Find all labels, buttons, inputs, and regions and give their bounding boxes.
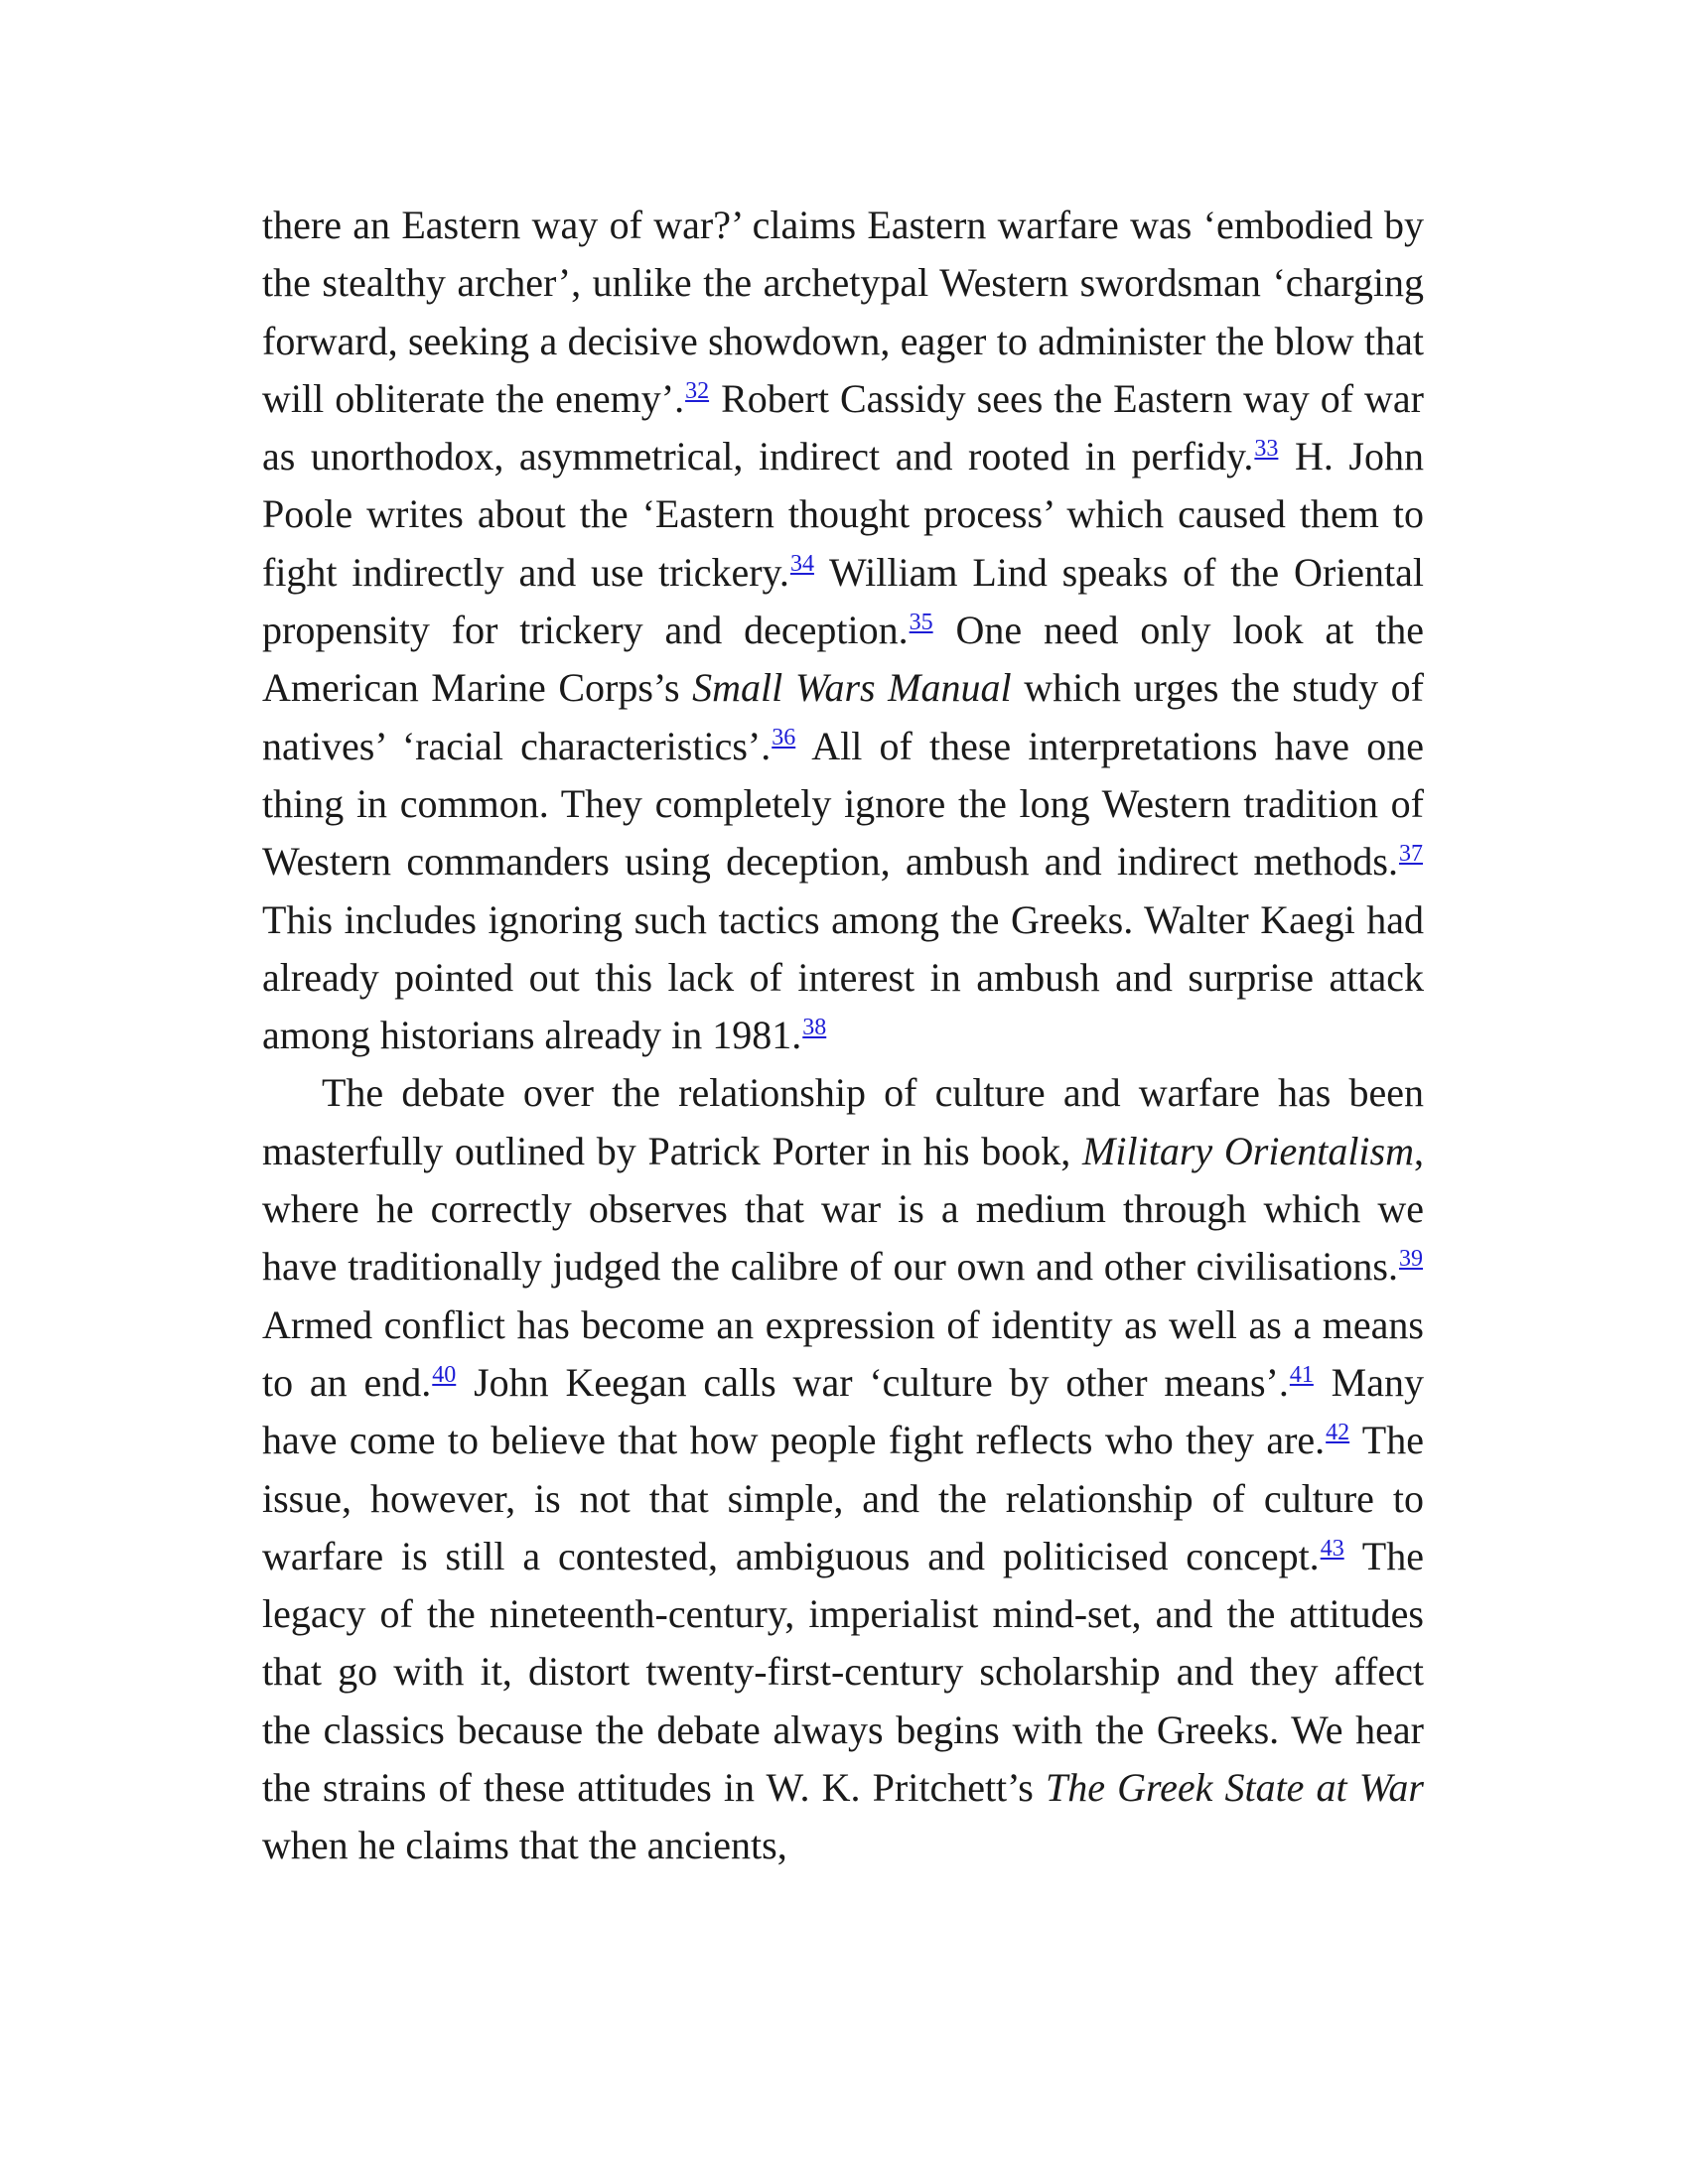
book-title-small-wars-manual: Small Wars Manual: [692, 665, 1012, 711]
footnote-link-40[interactable]: 40: [432, 1361, 457, 1388]
text-run: John Keegan calls war ‘culture by other means’.: [457, 1359, 1289, 1405]
footnote-link-34[interactable]: 34: [789, 551, 814, 578]
footnote-link-38[interactable]: 38: [802, 1014, 827, 1040]
text-run: when he claims that the ancients,: [262, 1823, 787, 1868]
footnote-link-35[interactable]: 35: [909, 609, 933, 635]
footnote-link-37[interactable]: 37: [1399, 840, 1423, 867]
footnote-link-41[interactable]: 41: [1289, 1361, 1314, 1388]
text-run: The legacy of the nineteenth-century, imperialist mind-set, and the attitudes that go with it, distort twenty-first-century scholarship and they affect the classics because the debate always begins with the Greeks. We hear the strains of these attitudes in W. K. Pritchett’s: [262, 1533, 1424, 1811]
text-run: Many have come to believe that how people fight reflects who they are.: [262, 1359, 1424, 1463]
footnote-link-33[interactable]: 33: [1254, 435, 1279, 462]
text-run: which urges the study of natives’ ‘racial characteristics’.: [262, 665, 1424, 768]
text-run: The debate over the relationship of culture and warfare has been masterfully outlined by Patrick Porter in his book,: [262, 1070, 1424, 1173]
text-run: One need only look at the American Marine Corps’s: [262, 608, 1425, 711]
page-body: [262, 197, 1424, 1875]
text-run: , where he correctly observes that war is a medium through which we have traditionally judged the calibre of our own and other civilisations.: [262, 1128, 1424, 1290]
text-run: there an Eastern way of war?’ claims Eastern warfare was ‘embodied by the stealthy archer’, unlike the archetypal Western swordsman ‘charging forward, seeking a decisive showdown, eager to administer the blow that will obliterate the enemy’.: [262, 203, 1424, 421]
text-run: H. John Poole writes about the ‘Eastern thought process’ which caused them to fight indirectly and use trickery.: [262, 434, 1424, 595]
footnote-link-43[interactable]: 43: [1320, 1535, 1344, 1562]
text-run: The issue, however, is not that simple, and the relationship of culture to warfare is still a contested, ambiguous and politicised concept.: [262, 1418, 1424, 1578]
footnote-link-42[interactable]: 42: [1326, 1419, 1350, 1445]
paragraph-2: [262, 1064, 1424, 1874]
text-run: William Lind speaks of the Oriental propensity for trickery and deception.: [262, 549, 1424, 653]
paragraph-1: [262, 197, 1424, 1064]
text-run: All of these interpretations have one thing in common. They completely ignore the long Western tradition of Western commanders using deception, ambush and indirect methods.: [262, 723, 1424, 885]
book-title-greek-state-at-war: The Greek State at War: [1045, 1765, 1424, 1811]
text-run: This includes ignoring such tactics among the Greeks. Walter Kaegi had already pointed out this lack of interest in ambush and surprise attack among historians already in 1981.: [262, 896, 1424, 1058]
book-title-military-orientalism: Military Orientalism: [1082, 1128, 1414, 1173]
text-run: Armed conflict has become an expression of identity as well as a means to an end.: [262, 1301, 1424, 1405]
footnote-link-36[interactable]: 36: [772, 725, 796, 751]
text-run: Robert Cassidy sees the Eastern way of war as unorthodox, asymmetrical, indirect and rooted in perfidy.: [262, 375, 1424, 479]
footnote-link-32[interactable]: 32: [685, 377, 710, 404]
footnote-link-39[interactable]: 39: [1399, 1246, 1423, 1273]
